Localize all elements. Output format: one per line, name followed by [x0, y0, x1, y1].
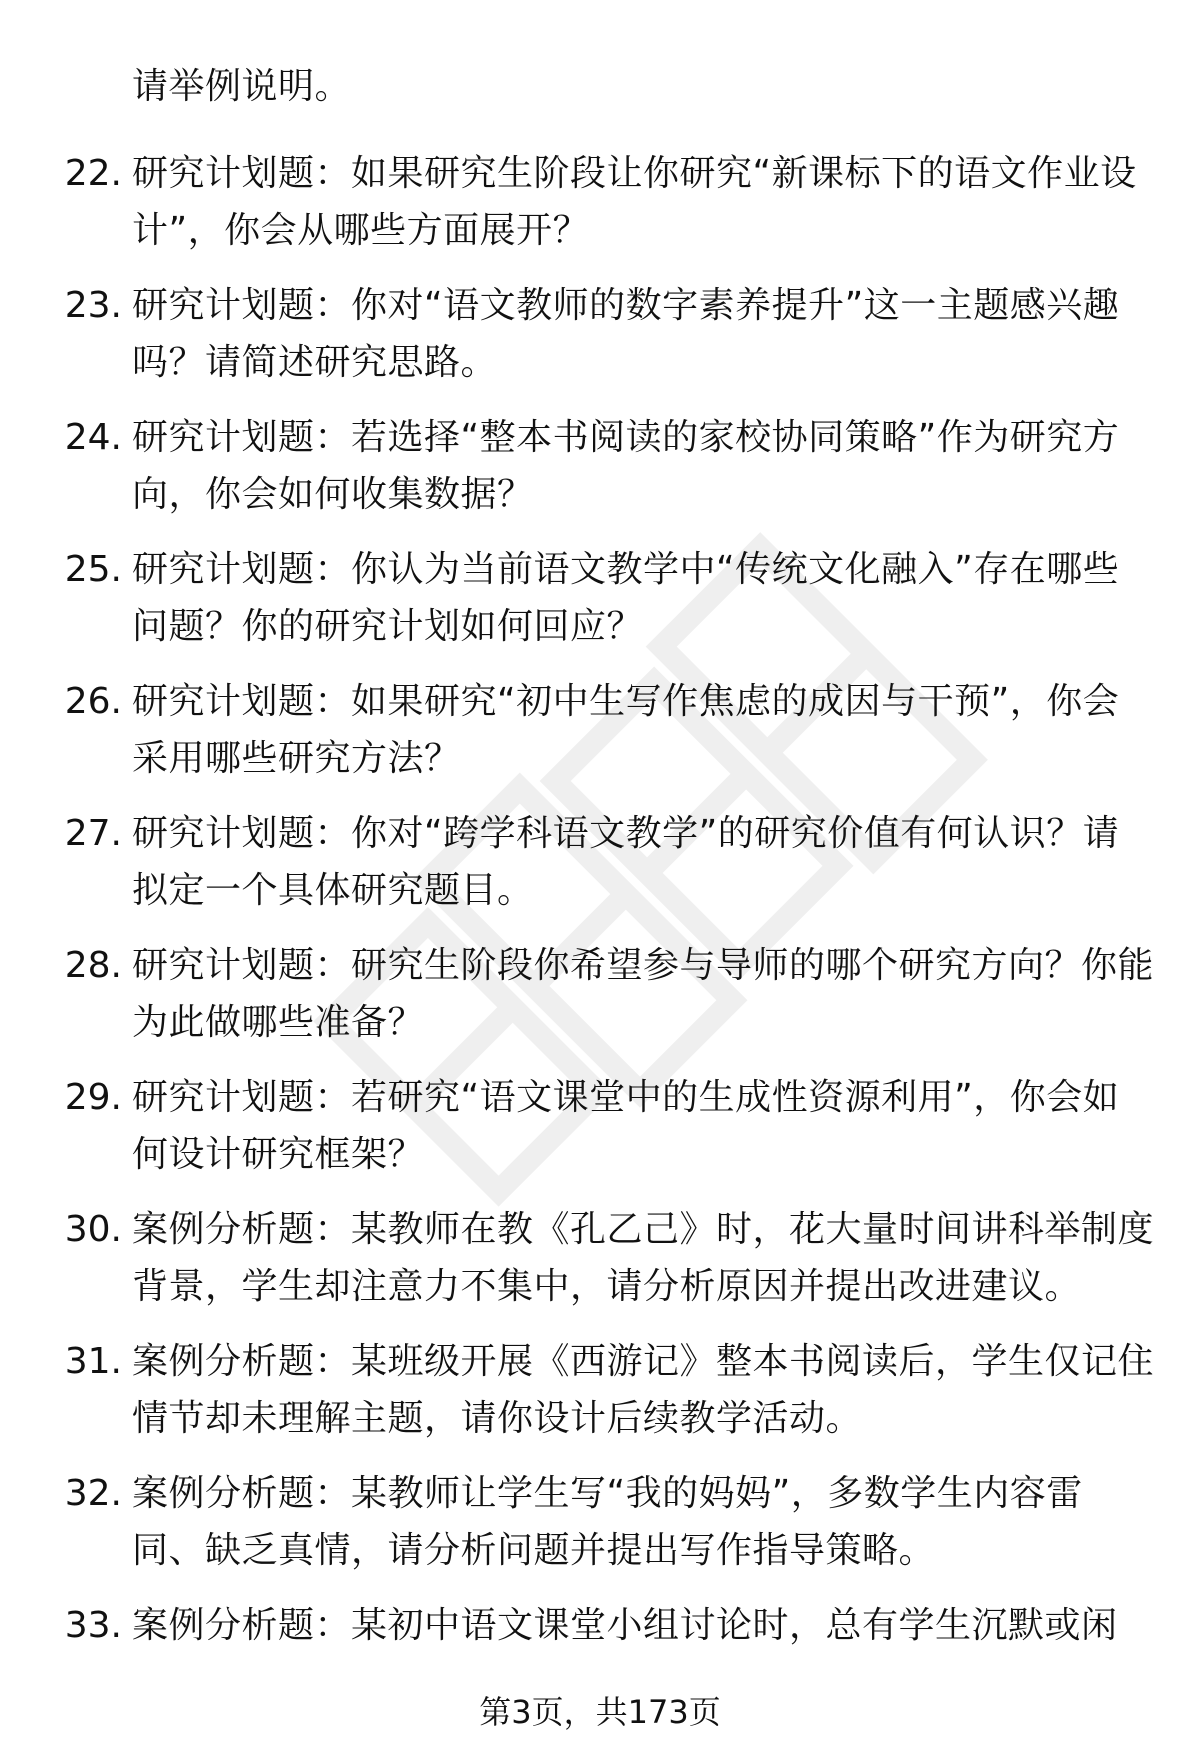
- question-text-line-1: 案例分析题：某教师在教《孔乙己》时，花大量时间讲科举制度: [132, 1209, 1155, 1250]
- question-item: [0, 1465, 1200, 1597]
- question-number: 33.: [64, 1605, 122, 1646]
- question-number: 30.: [64, 1209, 122, 1250]
- question-text-line-1: 研究计划题：如果研究生阶段让你研究“新课标下的语文作业设: [132, 153, 1137, 194]
- question-text-line-2: 何设计研究框架？: [132, 1134, 425, 1175]
- question-text-line-2: 背景，学生却注意力不集中，请分析原因并提出改进建议。: [132, 1266, 1082, 1307]
- question-text-line-1: 研究计划题：你对“跨学科语文教学”的研究价值有何认识？请: [132, 813, 1120, 854]
- question-text-line-1: 研究计划题：你对“语文教师的数字素养提升”这一主题感兴趣: [132, 285, 1120, 326]
- question-text-line-2: 为此做哪些准备？: [132, 1002, 425, 1043]
- question-text-line-2: 问题？你的研究计划如何回应？: [132, 606, 644, 647]
- question-text-line-1: 案例分析题：某教师让学生写“我的妈妈”，多数学生内容雷: [132, 1473, 1083, 1514]
- question-item: [0, 805, 1200, 937]
- question-number: 24.: [64, 417, 122, 458]
- question-text-line-1: 研究计划题：若研究“语文课堂中的生成性资源利用”，你会如: [132, 1077, 1120, 1118]
- question-item: [0, 1201, 1200, 1333]
- question-text-line-2: 同、缺乏真情，请分析问题并提出写作指导策略。: [132, 1530, 936, 1571]
- question-item: [0, 673, 1200, 805]
- question-item: [0, 1333, 1200, 1465]
- question-text-line-2: 采用哪些研究方法？: [132, 738, 461, 779]
- question-item: [0, 145, 1200, 277]
- question-number: 28.: [64, 945, 122, 986]
- question-text-line-1: 研究计划题：如果研究“初中生写作焦虑的成因与干预”，你会: [132, 681, 1120, 722]
- question-text-line-2: 计”，你会从哪些方面展开？: [132, 210, 590, 251]
- question-text-line-1: 研究计划题：研究生阶段你希望参与导师的哪个研究方向？你能: [132, 945, 1155, 986]
- question-number: 32.: [64, 1473, 122, 1514]
- question-item: [0, 1069, 1200, 1201]
- question-item: [0, 937, 1200, 1069]
- question-item: [0, 277, 1200, 409]
- question-number: 22.: [64, 153, 122, 194]
- page-number-footer: 第3页，共173页: [479, 1693, 721, 1731]
- question-number: 27.: [64, 813, 122, 854]
- question-number: 29.: [64, 1077, 122, 1118]
- question-text-line-1: 研究计划题：若选择“整本书阅读的家校协同策略”作为研究方: [132, 417, 1120, 458]
- question-text-line-1: 案例分析题：某班级开展《西游记》整本书阅读后，学生仅记住: [132, 1341, 1155, 1382]
- question-item: [0, 409, 1200, 541]
- question-text-line-1: 研究计划题：你认为当前语文教学中“传统文化融入”存在哪些: [132, 549, 1120, 590]
- question-text-line-2: 吗？请简述研究思路。: [132, 342, 498, 383]
- question-text-line-2: 向，你会如何收集数据？: [132, 474, 534, 515]
- question-item: [0, 541, 1200, 673]
- continued-text-line: 请举例说明。: [132, 66, 352, 107]
- question-text-line-2: 情节却未理解主题，请你设计后续教学活动。: [132, 1398, 863, 1439]
- question-number: 26.: [64, 681, 122, 722]
- question-list: [0, 145, 1200, 1729]
- question-number: 31.: [64, 1341, 122, 1382]
- question-number: 25.: [64, 549, 122, 590]
- question-text-line-1: 案例分析题：某初中语文课堂小组讨论时，总有学生沉默或闲: [132, 1605, 1118, 1646]
- question-number: 23.: [64, 285, 122, 326]
- question-text-line-2: 拟定一个具体研究题目。: [132, 870, 534, 911]
